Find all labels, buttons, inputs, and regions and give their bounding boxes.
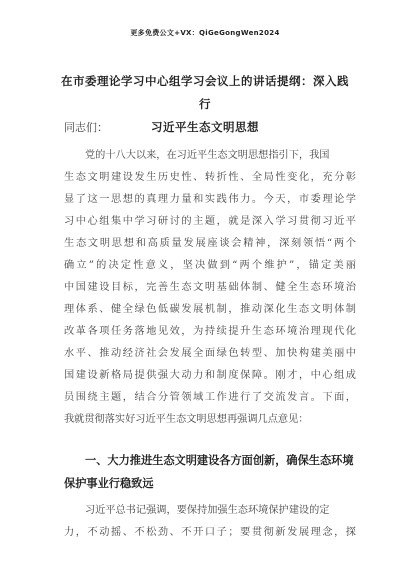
paragraph-line: 改革各项任务落地见效，为持续提升生态环境治理现代化 [64,326,356,337]
paragraph-line: 中国建设目标，完善生态文明基础体制、健全生态环境治 [64,282,356,293]
paragraph-line: 水平、推动经济社会发展全面绿色转型、加快构建美丽中 [64,348,356,359]
paragraph-line: 习近平总书记强调，要保持加强生态环境保护建设的定 [85,505,330,516]
paragraph-line: 显了这一思想的真理力量和实践伟力。今天，市委理论学 [64,194,356,205]
heading-line: 保护事业行稳致远 [64,477,154,490]
salutation: 同志们： [64,121,108,134]
paragraph-line: 生态文明建设发生历史性、转折性、全局性变化，充分彰 [64,172,356,183]
paragraph-line: 力，不动摇、不松劲、不开口子；要贯彻新发展理念，探 [64,527,356,538]
paragraph-line: 我就贯彻落实好习近平生态文明思想再强调几点意见： [64,414,309,425]
header-note: 更多免费公文+VX：QiGeGongWen2024 [130,29,280,37]
heading-line: 一、大力推进生态文明建设各方面创新，确保生态环境 [85,454,354,467]
paragraph-line: 习中心组集中学习研讨的主题，就是深入学习贯彻习近平 [64,216,356,227]
paragraph-1 [64,145,356,431]
paragraph-line: 理体系、健全绿色低碳发展机制，推动深化生态文明体制 [64,304,356,315]
paragraph-line: 国建设新格局提供强大动力和制度保障。刚才，中心组成 [64,370,356,381]
paragraph-line: 员围绕主题，结合分管领域工作进行了交流发言。下面， [64,392,356,403]
title-line-2: 习近平生态文明思想 [151,120,259,134]
paragraph-line: 确立”的决定性意义，坚决做到“两个维护”，锚定美丽 [64,260,356,271]
section-heading-1 [64,449,356,495]
paragraph-line: 党的十八大以来，在习近平生态文明思想指引下，我国 [85,150,330,161]
paragraph-line: 生态文明思想和高质量发展座谈会精神，深刻领悟“两个 [64,238,356,249]
title-line-1: 在市委理论学习中心组学习会议上的讲话提纲：深入践行 [61,74,349,111]
paragraph-2 [64,500,356,544]
